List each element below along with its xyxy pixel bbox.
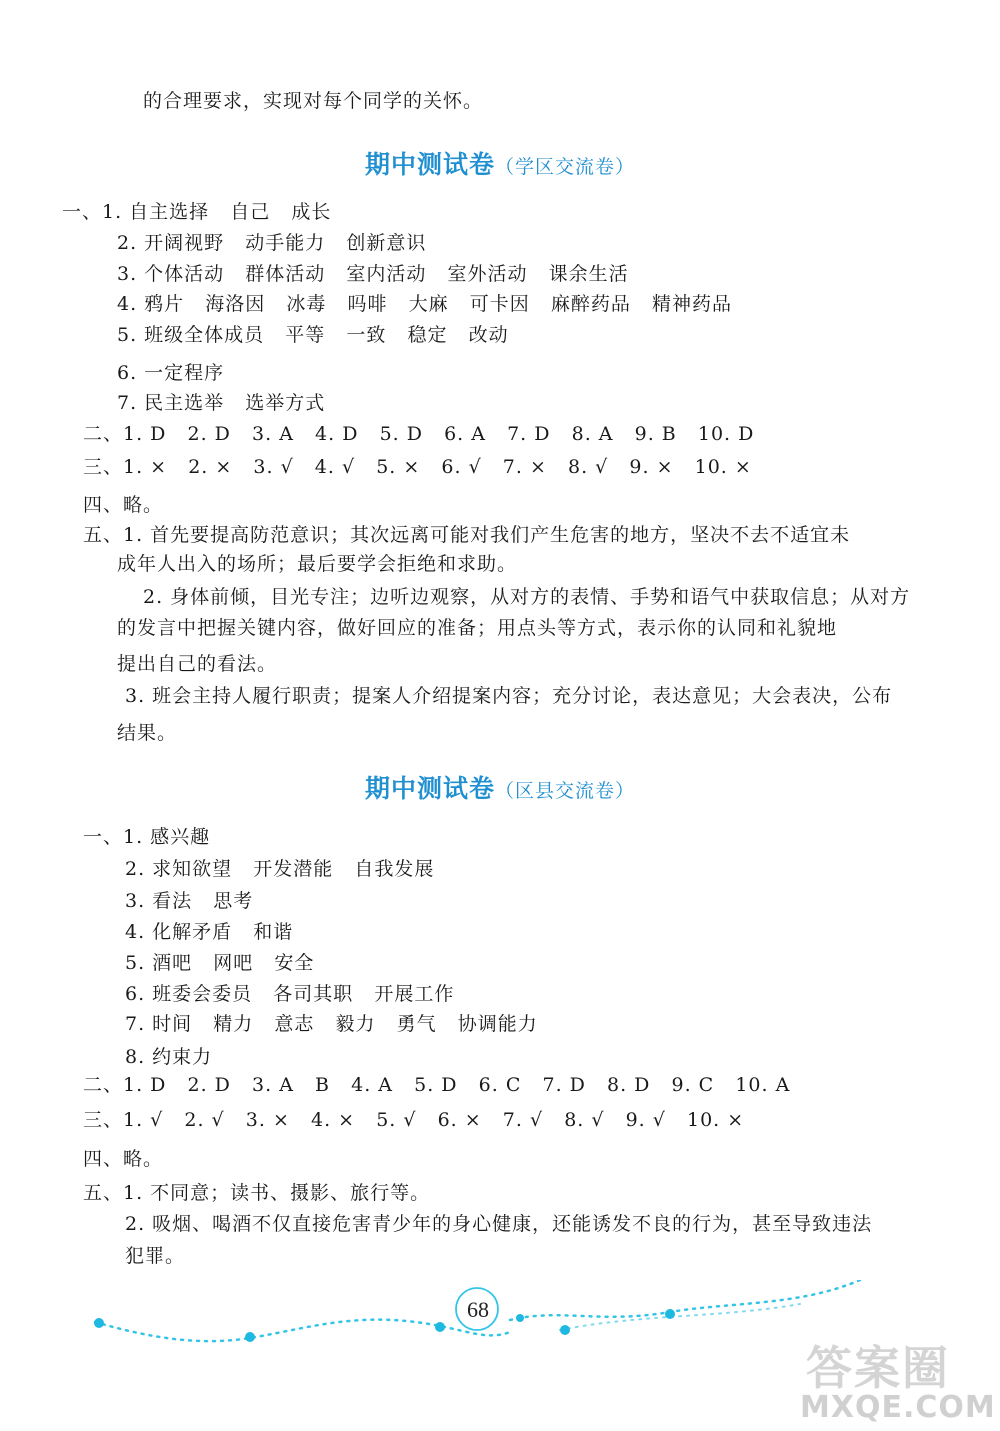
intro-line: 的合理要求，实现对每个同学的关怀。 — [143, 90, 484, 112]
s2-line: 一、1. 感兴趣 — [83, 826, 211, 848]
s1-line: 提出自己的看法。 — [117, 653, 278, 675]
s1-line: 三、1. × 2. × 3. √ 4. √ 5. × 6. √ 7. × 8. √ 9. × 10. × — [83, 456, 752, 478]
s1-line: 2. 身体前倾，目光专注；边听边观察，从对方的表情、手势和语气中获取信息；从对方 — [143, 586, 911, 608]
section1-title-main: 期中测试卷 — [364, 150, 495, 179]
s1-line: 的发言中把握关键内容，做好回应的准备；用点头等方式，表示你的认同和礼貌地 — [117, 617, 838, 639]
s1-line: 四、略。 — [83, 494, 164, 516]
section2-title — [0, 769, 1000, 805]
s1-line: 3. 班会主持人履行职责；提案人介绍提案内容；充分讨论，表达意见；大会表决，公布 — [125, 685, 893, 707]
s1-line: 4. 鸦片 海洛因 冰毒 吗啡 大麻 可卡因 麻醉药品 精神药品 — [117, 293, 732, 315]
s2-line: 五、1. 不同意；读书、摄影、旅行等。 — [83, 1182, 431, 1204]
s2-line: 5. 酒吧 网吧 安全 — [125, 952, 315, 974]
s1-line: 5. 班级全体成员 平等 一致 稳定 改动 — [117, 324, 509, 346]
s2-line: 四、略。 — [83, 1148, 164, 1170]
watermark-url: MXQE.COM — [800, 1390, 996, 1425]
watermark-logo — [800, 1330, 996, 1425]
s1-line: 2. 开阔视野 动手能力 创新意识 — [117, 232, 427, 254]
s2-line: 3. 看法 思考 — [125, 890, 254, 912]
watermark-text: 答案圈 — [806, 1341, 950, 1395]
s2-line: 6. 班委会委员 各司其职 开展工作 — [125, 983, 455, 1005]
s1-line: 3. 个体活动 群体活动 室内活动 室外活动 课余生活 — [117, 263, 629, 285]
section1-title — [0, 145, 1000, 181]
s2-line: 7. 时间 精力 意志 毅力 勇气 协调能力 — [125, 1013, 538, 1035]
s2-line: 4. 化解矛盾 和谐 — [125, 921, 294, 943]
s1-line: 成年人出入的场所；最后要学会拒绝和求助。 — [117, 553, 518, 575]
s1-line: 7. 民主选举 选举方式 — [117, 392, 326, 414]
s2-line: 8. 约束力 — [125, 1046, 213, 1068]
s2-line: 2. 求知欲望 开发潜能 自我发展 — [125, 858, 435, 880]
s1-line: 一、1. 自主选择 自己 成长 — [62, 201, 332, 223]
s1-line: 结果。 — [117, 722, 178, 744]
s2-line: 2. 吸烟、喝酒不仅直接危害青少年的身心健康，还能诱发不良的行为，甚至导致违法 — [125, 1213, 873, 1235]
s1-line: 二、1. D 2. D 3. A 4. D 5. D 6. A 7. D 8. A 9. B 10. D — [83, 423, 755, 445]
page-number: 68 — [467, 1297, 489, 1322]
section2-title-main: 期中测试卷 — [364, 774, 495, 803]
section2-title-sub: （区县交流卷） — [495, 780, 636, 802]
s1-line: 6. 一定程序 — [117, 362, 225, 384]
s1-line: 五、1. 首先要提高防范意识；其次远离可能对我们产生危害的地方，坚决不去不适宜未 — [83, 524, 851, 546]
s2-line: 二、1. D 2. D 3. A B 4. A 5. D 6. C 7. D 8. D 9. C 10. A — [83, 1074, 791, 1096]
section1-title-sub: （学区交流卷） — [495, 156, 636, 178]
s2-line: 三、1. √ 2. √ 3. × 4. × 5. √ 6. × 7. √ 8. √ 9. √ 10. × — [83, 1109, 745, 1131]
s2-line: 犯罪。 — [125, 1245, 186, 1267]
